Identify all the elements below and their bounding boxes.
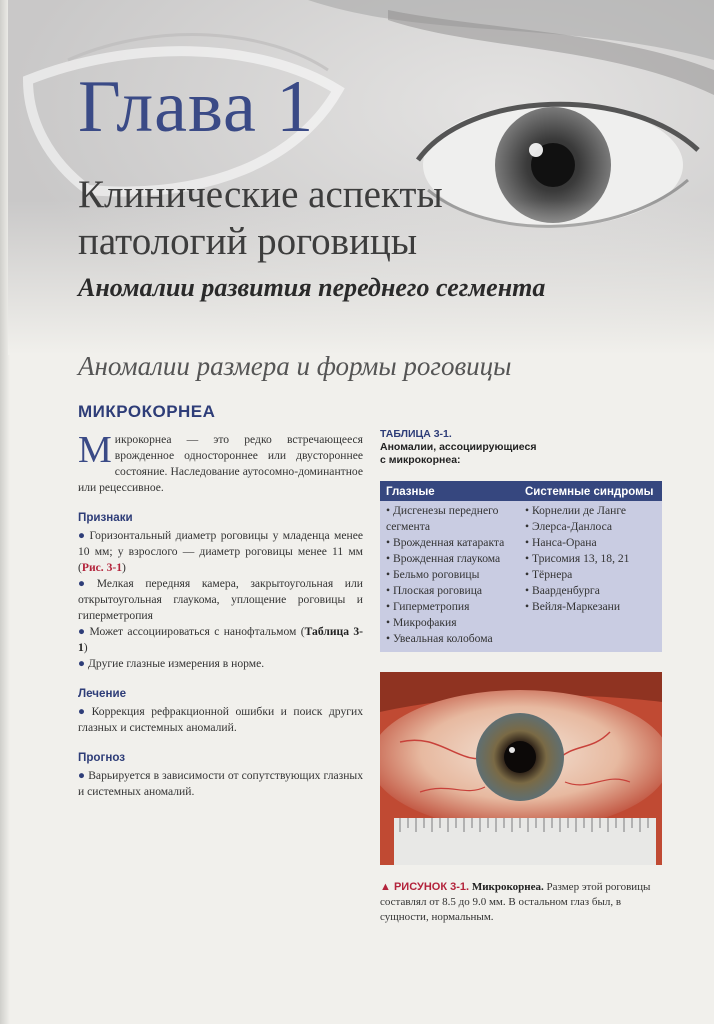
bullet-icon: ● xyxy=(78,657,86,670)
sign-item: ● Может ассоциироваться с нанофтальмом (Таблица 3-1) xyxy=(78,625,363,654)
table-cell: • Ваарденбурга xyxy=(525,584,600,597)
drop-cap: М xyxy=(78,429,112,471)
table-cell: • Трисомия 13, 18, 21 xyxy=(525,552,630,565)
table-cell: • Нанса-Орана xyxy=(525,536,597,549)
table-cell: • Тёрнера xyxy=(525,568,573,581)
treatment-heading: Лечение xyxy=(78,687,127,700)
bullet-icon: ● xyxy=(78,529,87,542)
table-cell: • Плоская роговица xyxy=(386,584,483,597)
intro-paragraph xyxy=(78,429,363,496)
table-cell: • Гиперметропия xyxy=(386,600,470,613)
ocular-column xyxy=(386,503,526,647)
table-cell: • Врожденная глаукома xyxy=(386,552,501,565)
signs-heading: Признаки xyxy=(78,511,133,524)
bullet-icon: ● xyxy=(78,625,87,638)
table-reference-link[interactable]: Таблица 3-1 xyxy=(78,625,363,654)
treatment-item: ● Коррекция рефракционной ошибки и поиск других глазных и системных аномалий. xyxy=(78,705,363,734)
figure-label: ▲ РИСУНОК 3-1. xyxy=(380,881,470,893)
section-title: Аномалии развития переднего сегмента xyxy=(78,273,546,302)
anomalies-table xyxy=(380,481,662,652)
table-cell: • Корнелии де Ланге xyxy=(525,504,627,517)
sign-item: ● Другие глазные измерения в норме. xyxy=(78,657,265,670)
chapter-title: Глава 1 xyxy=(78,66,315,148)
prognosis-item: ● Варьируется в зависимости от сопутствующих глазных и системных аномалий. xyxy=(78,769,363,798)
figure-title: Микрокорнеа. xyxy=(471,881,544,893)
table-cell: • Вейля-Маркезани xyxy=(525,600,621,613)
arrow-up-icon: ▲ xyxy=(380,881,391,893)
prognosis-heading: Прогноз xyxy=(78,751,126,764)
systemic-column xyxy=(525,503,659,615)
table-header-row xyxy=(380,481,662,501)
sign-item: ● Мелкая передняя камера, закрытоугольная или открытоугольная глаукома, уплощение роговицы и гиперметропия xyxy=(78,577,363,622)
figure-text: Размер этой роговицы составлял от 8.5 до 9.0 мм. В остальном глаз был, в сущности, нормальным. xyxy=(380,881,651,923)
table-header-ocular: Глазные xyxy=(386,486,435,498)
microcornea-photo xyxy=(380,672,662,865)
figure-caption xyxy=(380,880,664,925)
eye-closeup-illustration xyxy=(380,672,662,865)
bullet-icon: ● xyxy=(78,577,94,590)
body-text-column xyxy=(78,429,363,800)
table-cell: • Бельмо роговицы xyxy=(386,568,480,581)
table-caption-line: Аномалии, ассоциирующиеся xyxy=(380,441,537,453)
table-cell: • Дисгенезы переднего сегмента xyxy=(386,504,499,533)
table-caption-line: с микрокорнеа: xyxy=(380,454,461,466)
table-cell: • Врожденная катаракта xyxy=(386,536,505,549)
table-cell: • Микрофакия xyxy=(386,616,457,629)
subsection-title: Аномалии размера и формы роговицы xyxy=(78,351,512,381)
topic-heading: МИКРОКОРНЕА xyxy=(78,402,216,421)
bullet-icon: ● xyxy=(78,705,89,718)
table-cell: • Элерса-Данлоса xyxy=(525,520,613,533)
intro-text: икрокорнеа — это редко встречающееся врожденное одностороннее или двустороннее состояние. Наследование аутосомно-доминантное или рецессивное. xyxy=(78,433,363,494)
figure-reference-link[interactable]: Рис. 3-1 xyxy=(81,561,123,574)
table-label: ТАБЛИЦА 3-1. xyxy=(380,428,452,440)
chapter-subtitle: Клинические аспекты патологий роговицы xyxy=(78,173,443,263)
table-cell: • Увеальная колобома xyxy=(386,632,493,645)
table-caption xyxy=(380,428,670,467)
bullet-icon: ● xyxy=(78,769,86,782)
sign-item: ● Горизонтальный диаметр роговицы у младенца менее 10 мм; у взрослого — диаметр роговицы менее 11 мм (Рис. 3-1) xyxy=(78,529,363,574)
table-header-systemic: Системные синдромы xyxy=(525,486,654,498)
